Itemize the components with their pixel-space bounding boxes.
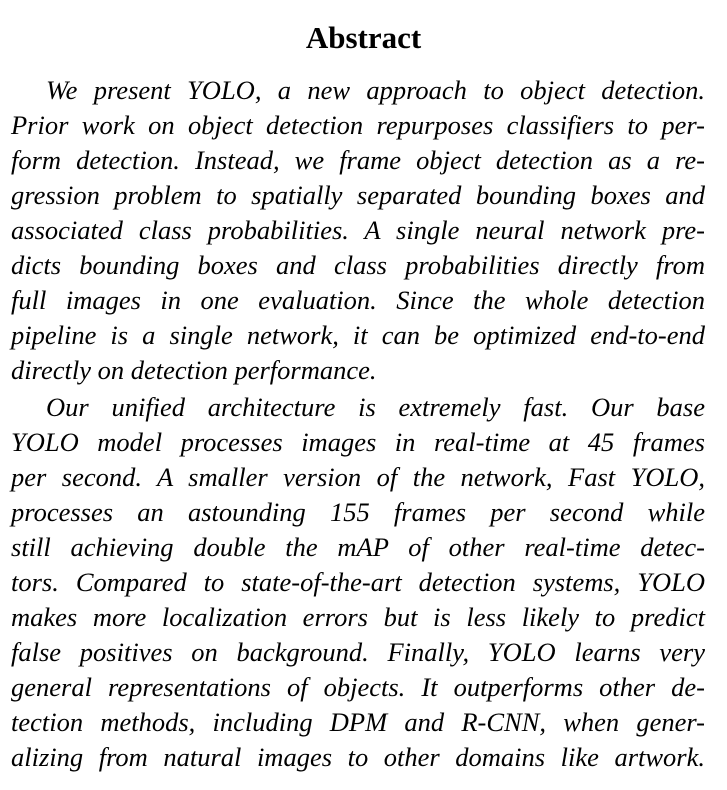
abstract-heading: Abstract <box>305 20 422 55</box>
abstract-line: still achieving double the mAP of other real-time detec- <box>11 532 705 562</box>
abstract-line: YOLO model processes images in real-time at 45 frames <box>11 427 705 457</box>
abstract-line: makes more localization errors but is less likely to predict <box>11 602 705 632</box>
abstract-line: per second. A smaller version of the network, Fast YOLO, <box>11 462 705 492</box>
abstract-line: full images in one evaluation. Since the whole detection <box>11 285 705 315</box>
abstract-line: pipeline is a single network, it can be optimized end-to-end <box>11 320 705 350</box>
abstract-line: tors. Compared to state-of-the-art detection systems, YOLO <box>11 567 705 597</box>
abstract-line: form detection. Instead, we frame object detection as a re- <box>11 145 705 175</box>
abstract-line: associated class probabilities. A single neural network pre- <box>11 215 705 245</box>
abstract-line: dicts bounding boxes and class probabilities directly from <box>11 250 705 280</box>
abstract-line: We present YOLO, a new approach to object detection. <box>46 75 705 105</box>
abstract-line: gression problem to spatially separated bounding boxes and <box>11 180 705 210</box>
abstract-line: directly on detection performance. <box>11 355 377 385</box>
abstract-line: false positives on background. Finally, YOLO learns very <box>11 637 705 667</box>
abstract-line: alizing from natural images to other domains like artwork. <box>11 742 705 772</box>
abstract-line: general representations of objects. It outperforms other de- <box>11 672 705 702</box>
abstract-line: tection methods, including DPM and R-CNN, when gener- <box>11 707 705 737</box>
abstract-line: Prior work on object detection repurposes classifiers to per- <box>11 110 705 140</box>
abstract-line: Our unified architecture is extremely fast. Our base <box>46 392 705 422</box>
abstract-line: processes an astounding 155 frames per second while <box>11 497 705 527</box>
